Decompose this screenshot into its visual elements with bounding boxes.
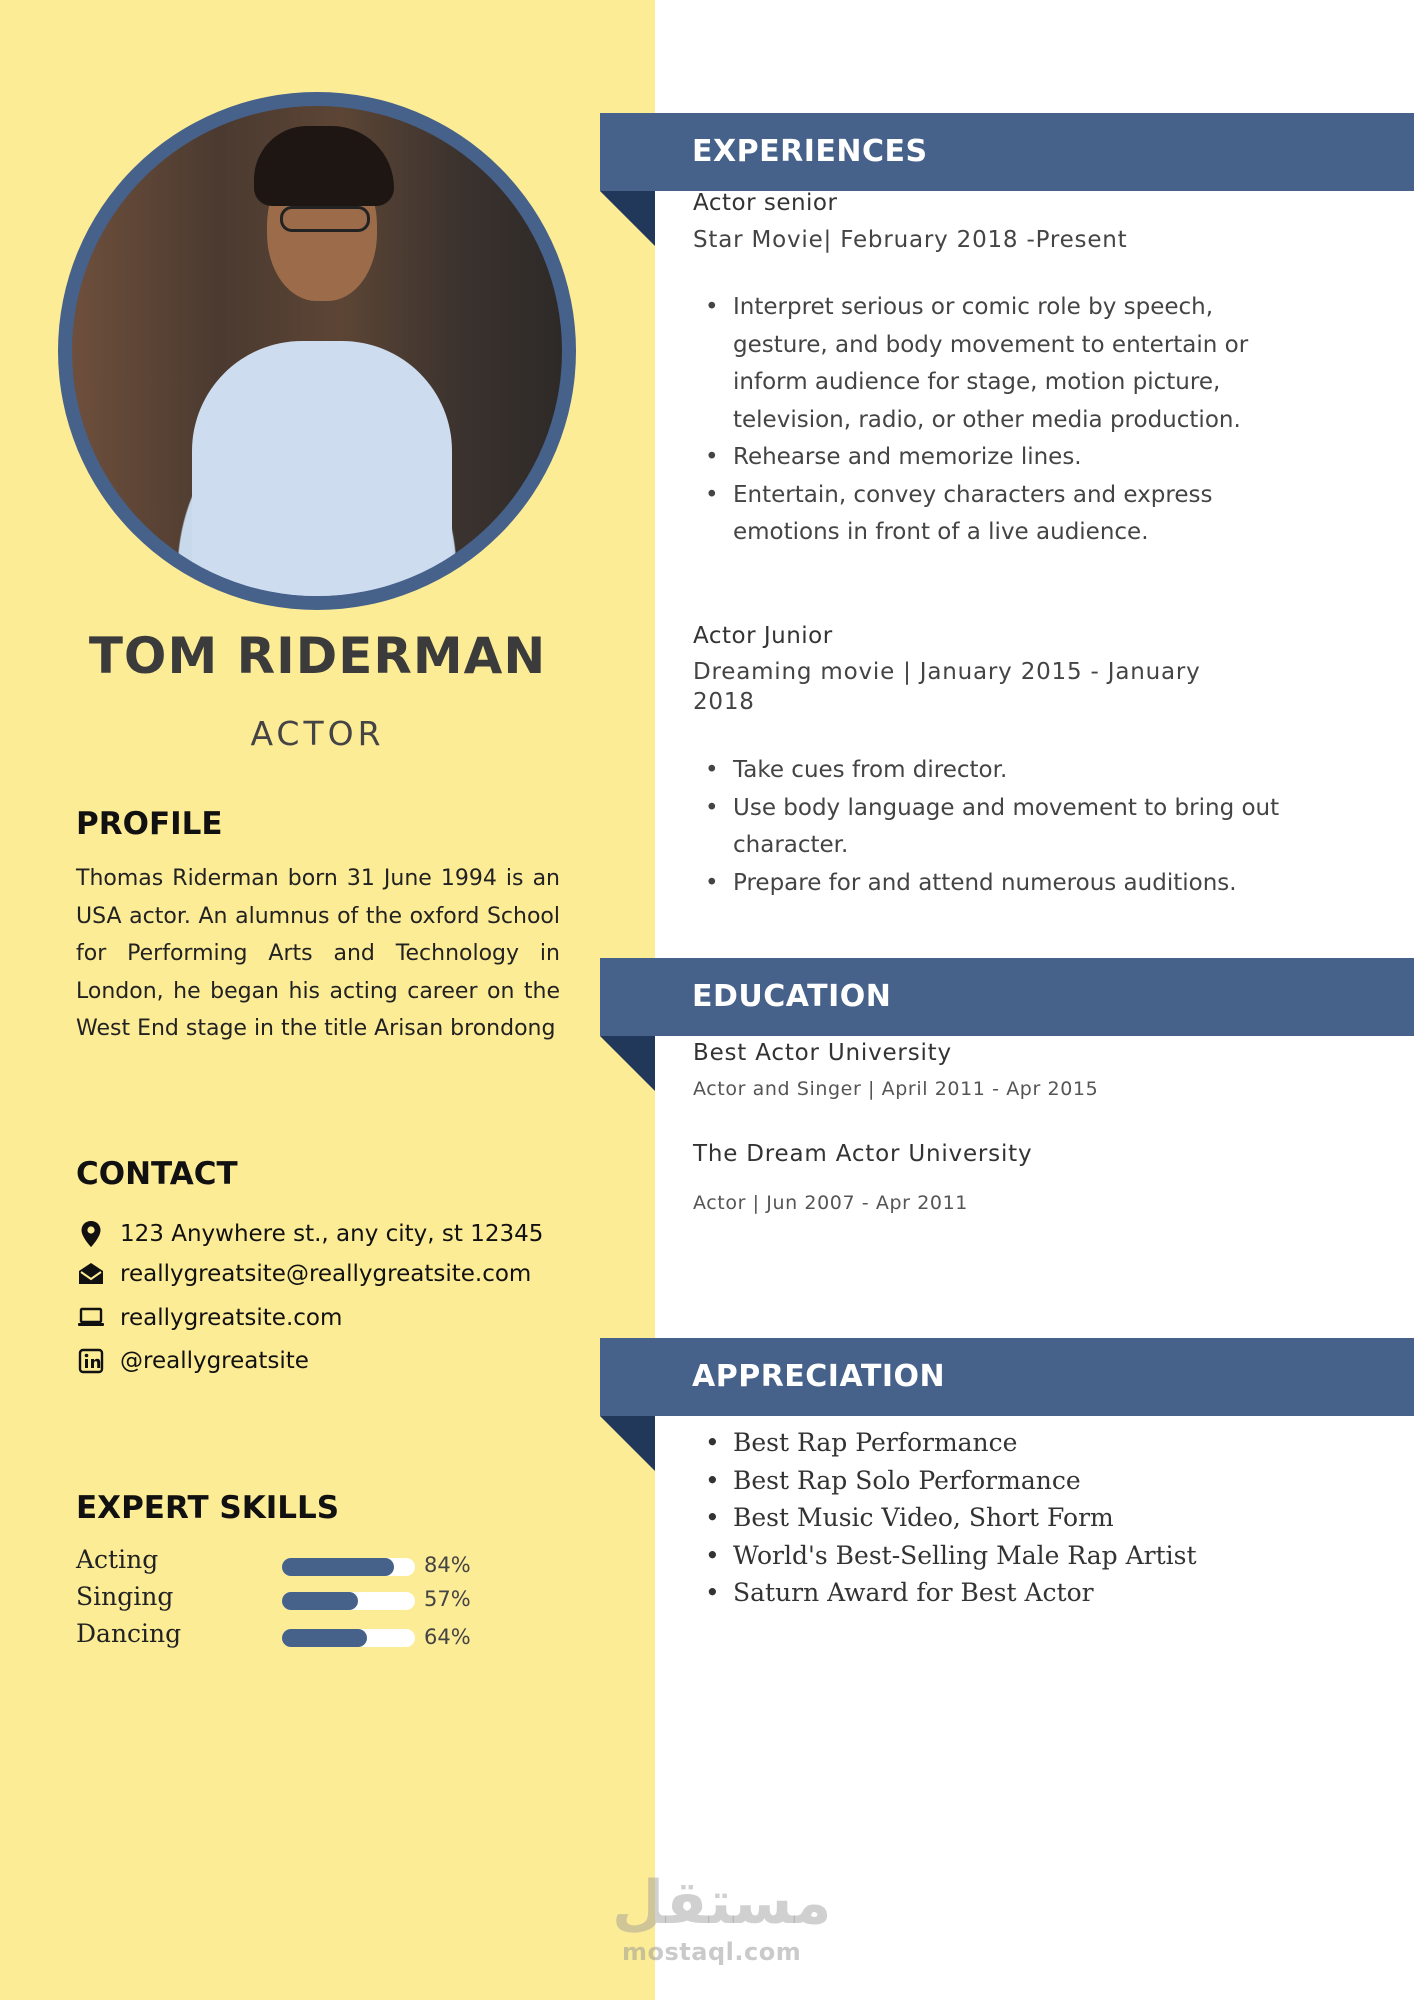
- contact-website-text[interactable]: reallygreatsite.com: [120, 1305, 343, 1331]
- skill-percent-dancing: 64%: [424, 1625, 471, 1649]
- skill-fill-singing: [282, 1592, 358, 1610]
- education-banner-fold: [600, 1036, 655, 1091]
- list-item: • Best Rap Performance: [693, 1424, 1343, 1462]
- appreciation-banner: [600, 1338, 1414, 1416]
- appreciation-banner-fold: [600, 1416, 655, 1471]
- job-title-junior: Actor Junior: [693, 623, 833, 649]
- skill-percent-acting: 84%: [424, 1553, 471, 1577]
- skill-label-dancing: Dancing: [76, 1619, 182, 1648]
- list-item: • Rehearse and memorize lines.: [693, 439, 1293, 477]
- job-bullets-senior: [693, 289, 1293, 552]
- education-meta-1: Actor and Singer | April 2011 - Apr 2015: [693, 1078, 1099, 1100]
- experiences-heading: EXPERIENCES: [692, 134, 928, 169]
- skill-fill-acting: [282, 1558, 394, 1576]
- list-item: • World's Best-Selling Male Rap Artist: [693, 1537, 1343, 1575]
- list-item: • Prepare for and attend numerous auditions.: [693, 865, 1293, 903]
- job-meta-junior: Dreaming movie | January 2015 - January 2018: [693, 659, 1201, 715]
- contact-linkedin: [76, 1346, 309, 1376]
- skill-label-acting: Acting: [76, 1545, 159, 1574]
- skills-heading: EXPERT SKILLS: [76, 1490, 340, 1526]
- skill-bar-singing: [282, 1592, 415, 1610]
- skill-bar-dancing: [282, 1629, 415, 1647]
- contact-linkedin-text[interactable]: @reallygreatsite: [120, 1348, 309, 1374]
- person-role: ACTOR: [250, 714, 385, 753]
- education-school-2: The Dream Actor University: [693, 1141, 1033, 1167]
- skill-percent-singing: 57%: [424, 1587, 471, 1611]
- watermark-latin: mostaql.com: [622, 1938, 802, 1966]
- profile-text: Thomas Riderman born 31 June 1994 is an USA actor. An alumnus of the oxford School for Performing Arts and Technology in London, he began his acting career on the West End stage in the title Arisan brondong: [76, 866, 560, 1041]
- envelope-icon: [76, 1259, 106, 1289]
- list-item: • Take cues from director.: [693, 752, 1293, 790]
- job-meta-senior: Star Movie| February 2018 -Present: [693, 227, 1128, 253]
- job-bullets-junior: [693, 752, 1293, 902]
- contact-email: [76, 1259, 531, 1289]
- contact-heading: CONTACT: [76, 1156, 238, 1192]
- contact-address: [76, 1219, 543, 1249]
- education-meta-2: Actor | Jun 2007 - Apr 2011: [693, 1192, 968, 1214]
- skill-bar-acting: [282, 1558, 415, 1576]
- experiences-banner: [600, 113, 1414, 191]
- list-item: • Best Rap Solo Performance: [693, 1462, 1343, 1500]
- profile-photo: [72, 106, 562, 596]
- experiences-banner-fold: [600, 191, 655, 246]
- contact-website: [76, 1303, 342, 1333]
- education-school-1: Best Actor University: [693, 1040, 952, 1066]
- appreciation-heading: APPRECIATION: [692, 1359, 946, 1394]
- appreciation-list: [693, 1424, 1343, 1612]
- job-title-senior: Actor senior: [693, 190, 838, 216]
- watermark-arabic: مستقل: [612, 1868, 832, 1938]
- photo-shirt-shape: [192, 341, 452, 596]
- contact-address-text: 123 Anywhere st., any city, st 12345: [120, 1221, 544, 1247]
- list-item: • Entertain, convey characters and express emotions in front of a live audience.: [693, 477, 1293, 552]
- contact-email-text[interactable]: reallygreatsite@reallygreatsite.com: [120, 1261, 532, 1287]
- linkedin-icon: [76, 1346, 106, 1376]
- education-banner: [600, 958, 1414, 1036]
- location-pin-icon: [76, 1219, 106, 1249]
- list-item: • Best Music Video, Short Form: [693, 1499, 1343, 1537]
- list-item: • Saturn Award for Best Actor: [693, 1574, 1343, 1612]
- person-name: TOM RIDERMAN: [88, 627, 547, 685]
- skill-label-singing: Singing: [76, 1582, 174, 1611]
- skill-fill-dancing: [282, 1629, 367, 1647]
- photo-glasses-shape: [280, 206, 370, 232]
- list-item: • Use body language and movement to bring out character.: [693, 790, 1293, 865]
- profile-heading: PROFILE: [76, 806, 223, 842]
- list-item: • Interpret serious or comic role by speech, gesture, and body movement to entertain or inform audience for stage, motion picture, television, radio, or other media production.: [693, 289, 1293, 439]
- photo-hair-shape: [254, 126, 394, 206]
- laptop-icon: [76, 1303, 106, 1333]
- education-heading: EDUCATION: [692, 979, 892, 1014]
